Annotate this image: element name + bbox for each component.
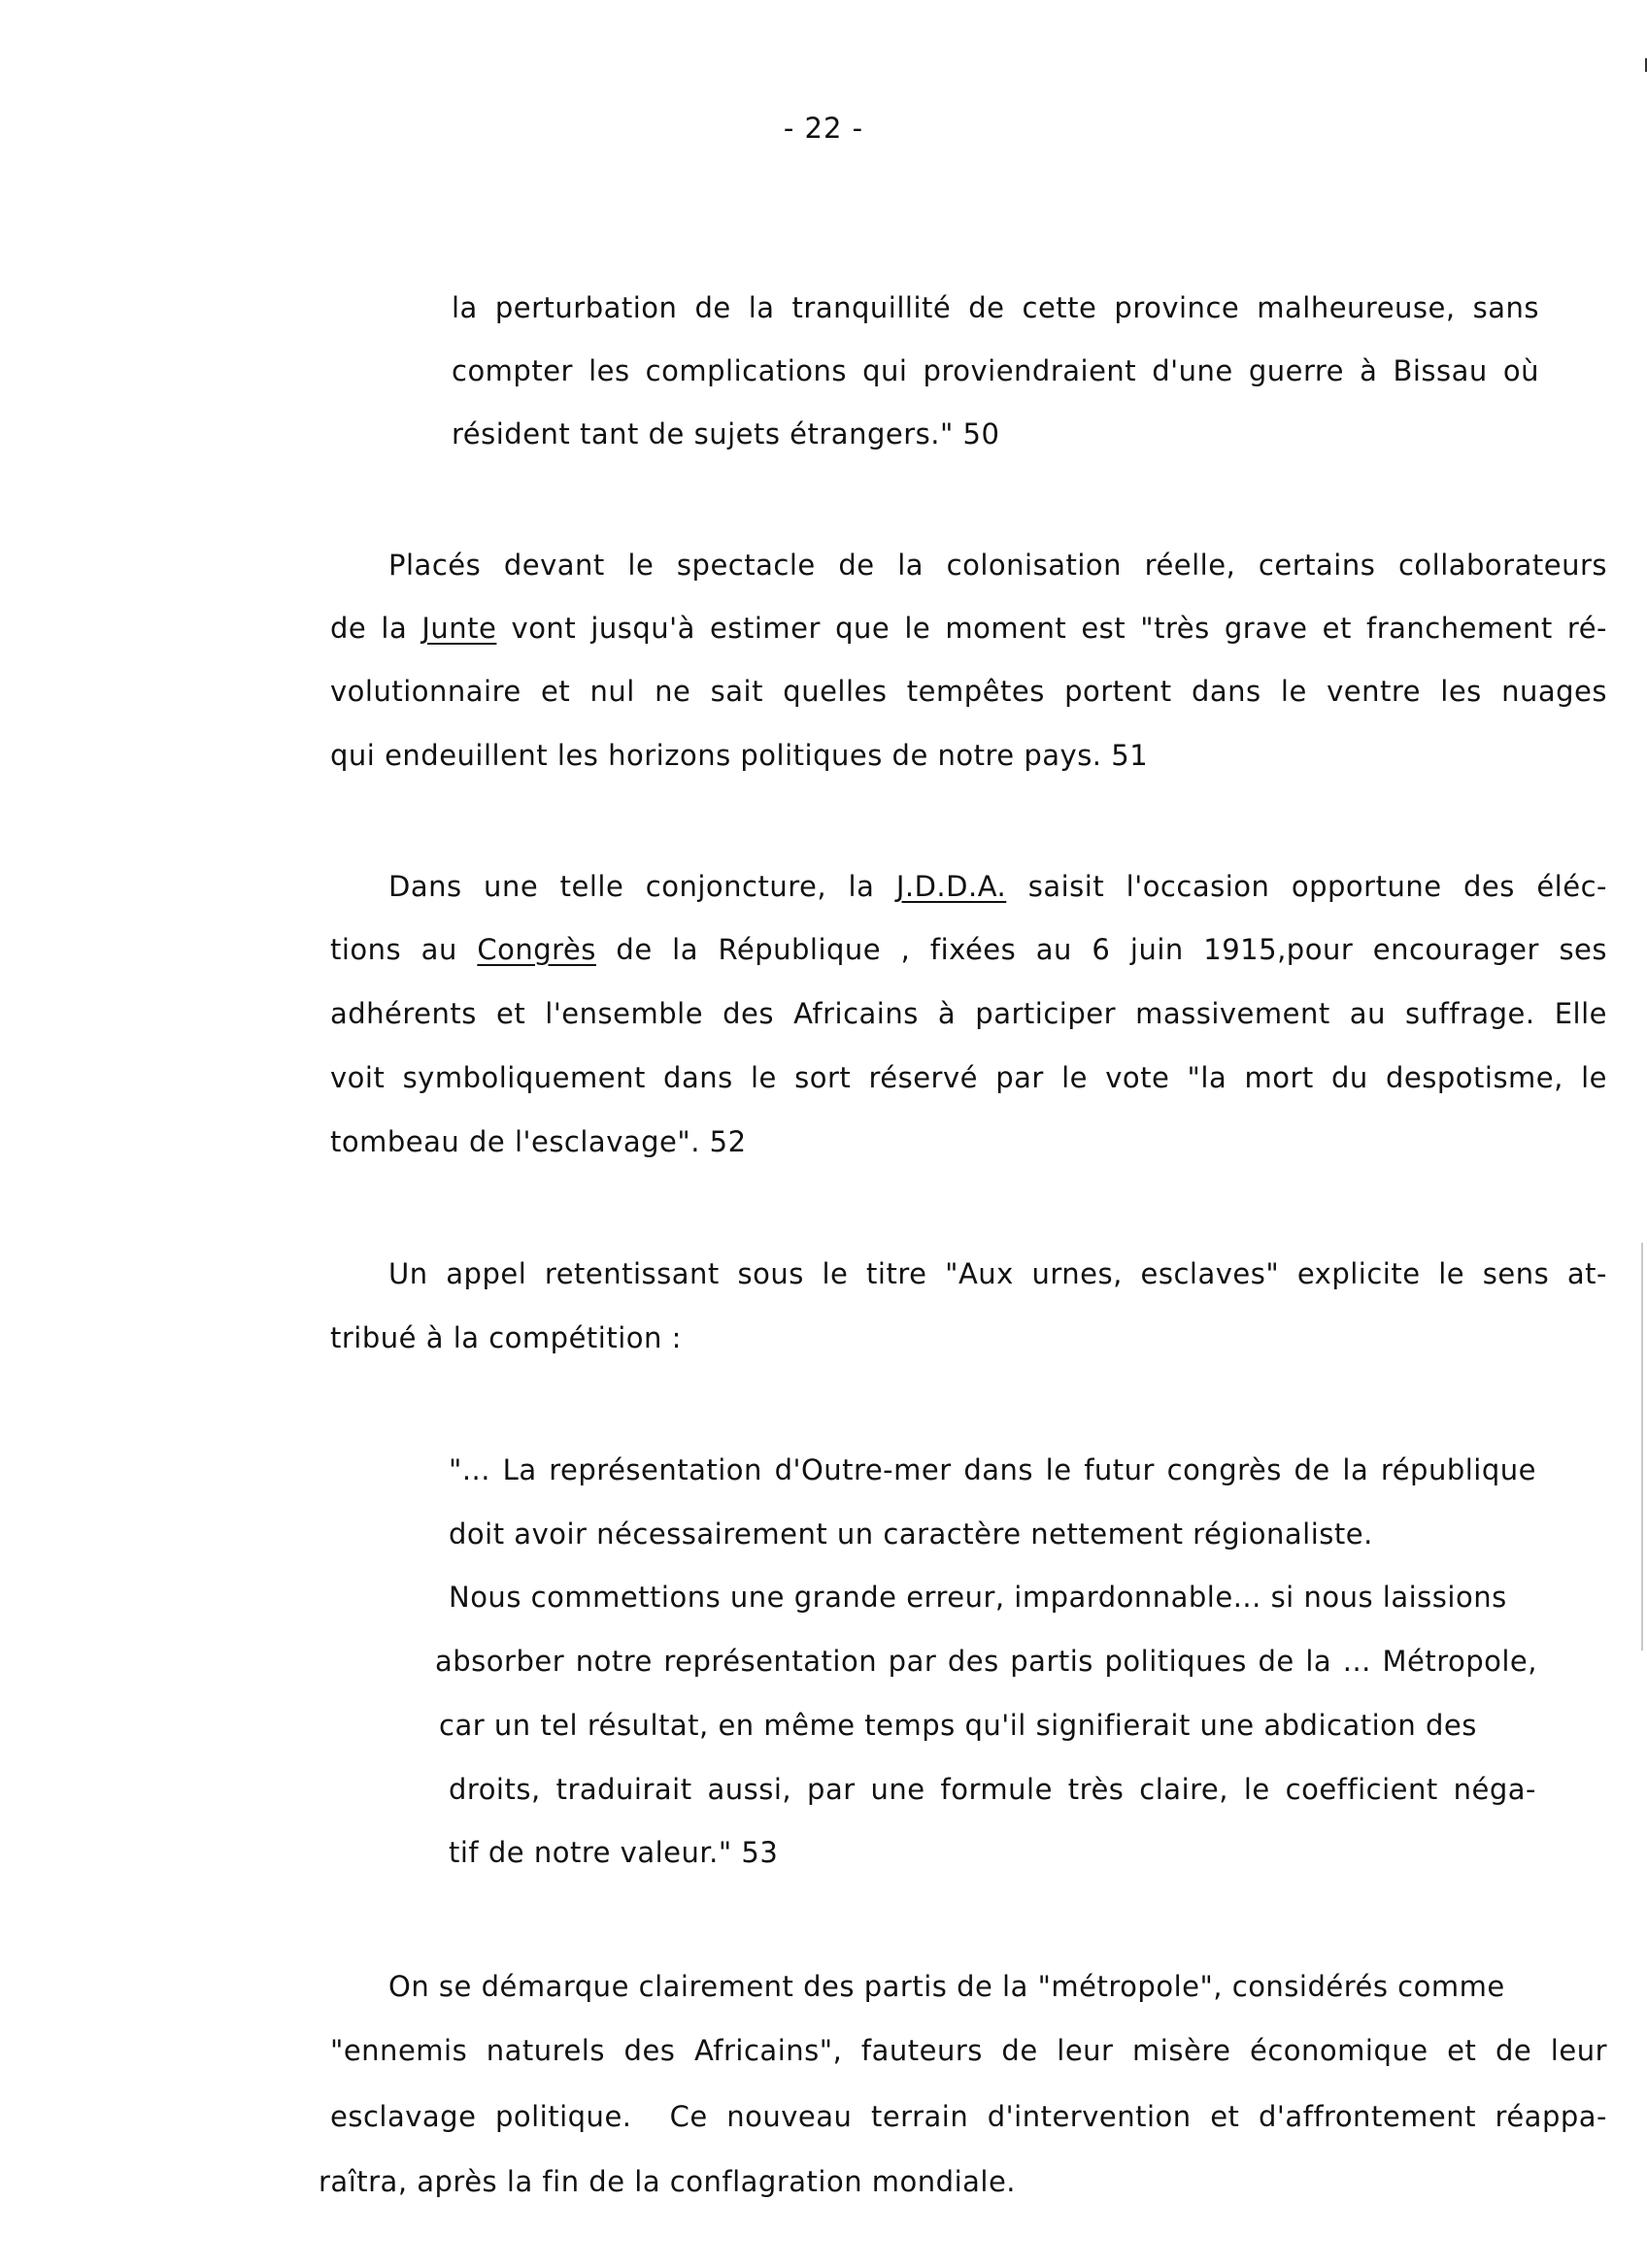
- text-run: de la: [330, 612, 422, 645]
- text-line: raîtra, après la fin de la conflagration mondiale.: [319, 2165, 1017, 2198]
- text-line: car un tel résultat, en même temps qu'il signifierait une abdication des: [439, 1709, 1477, 1742]
- text-line: droits, traduirait aussi, par une formule très claire, le coefficient néga-: [449, 1773, 1536, 1806]
- text-line: "ennemis naturels des Africains", fauteurs de leur misère économique et de leur: [330, 2034, 1607, 2067]
- text-line: Placés devant le spectacle de la colonisation réelle, certains collaborateurs: [388, 549, 1607, 582]
- text-line: absorber notre représentation par des partis politiques de la ... Métropole,: [435, 1645, 1537, 1678]
- text-run: vont jusqu'à estimer que le moment est "très grave et franchement ré-: [496, 612, 1608, 645]
- text-run: Dans une telle conjoncture, la: [388, 870, 896, 903]
- underlined-term: J.D.D.A.: [895, 870, 1007, 903]
- text-line: [330, 930, 1607, 969]
- text-line: Nous commettions une grande erreur, impardonnable... si nous laissions: [449, 1581, 1507, 1614]
- text-line: tribué à la compétition :: [330, 1321, 682, 1354]
- text-run: saisit l'occasion opportune des éléc-: [1006, 870, 1607, 903]
- underlined-term: Junte: [421, 612, 497, 645]
- page-number: - 22 -: [783, 112, 864, 145]
- text-line: la perturbation de la tranquillité de cette province malheureuse, sans: [452, 291, 1539, 324]
- scan-edge-artifact: [1641, 1243, 1643, 1651]
- text-line: compter les complications qui proviendraient d'une guerre à Bissau où: [452, 354, 1539, 387]
- text-line: Un appel retentissant sous le titre "Aux urnes, esclaves" explicite le sens at-: [388, 1257, 1607, 1290]
- text-line: tombeau de l'esclavage". 52: [330, 1125, 747, 1158]
- text-line: adhérents et l'ensemble des Africains à participer massivement au suffrage. Elle: [330, 997, 1607, 1030]
- text-line: volutionnaire et nul ne sait quelles tempêtes portent dans le ventre les nuages: [330, 675, 1607, 708]
- text-run: tions au: [330, 933, 478, 966]
- text-line: qui endeuillent les horizons politiques de notre pays. 51: [330, 739, 1149, 772]
- text-line: On se démarque clairement des partis de la "métropole", considérés comme: [388, 1970, 1505, 2003]
- text-line: [388, 867, 1607, 906]
- text-line: [330, 609, 1607, 648]
- text-line: résident tant de sujets étrangers." 50: [452, 417, 1000, 450]
- text-line: doit avoir nécessairement un caractère nettement régionaliste.: [449, 1518, 1373, 1551]
- text-run: de la République , fixées au 6 juin 1915,pour encourager ses: [595, 933, 1608, 966]
- text-line: tif de notre valeur." 53: [449, 1836, 779, 1869]
- text-line: esclavage politique. Ce nouveau terrain d'intervention et d'affrontement réappa-: [330, 2100, 1607, 2133]
- text-line: voit symboliquement dans le sort réservé par le vote "la mort du despotisme, le: [330, 1061, 1607, 1094]
- underlined-term: Congrès: [477, 933, 596, 966]
- text-line: "... La représentation d'Outre-mer dans le futur congrès de la république: [449, 1453, 1536, 1486]
